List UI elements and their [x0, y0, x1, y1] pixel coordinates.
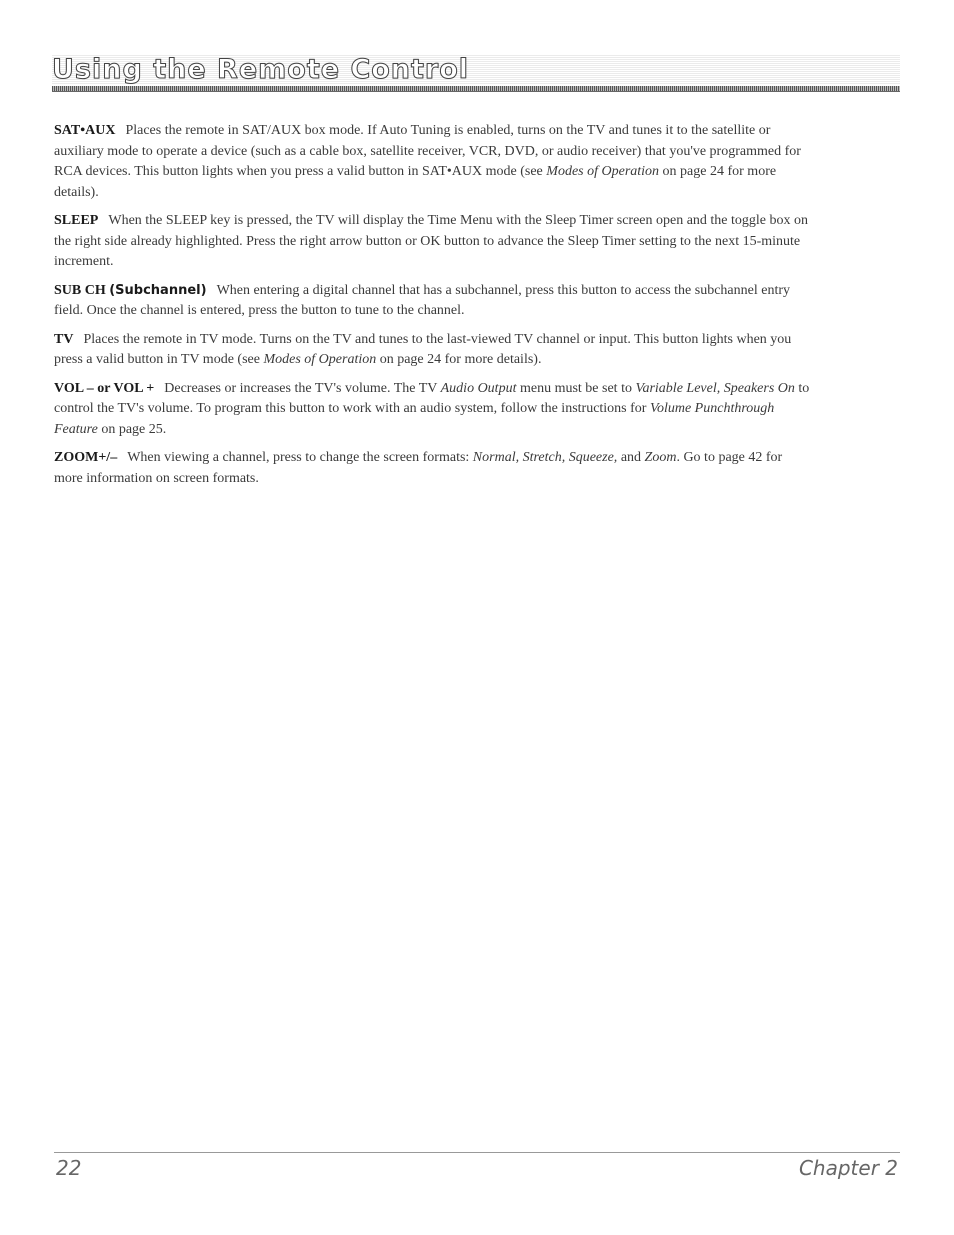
entry-emphasis: Normal, Stretch, Squeeze, [472, 450, 618, 465]
entry-tv [54, 330, 810, 371]
entry-term: SLEEP [54, 213, 99, 228]
entry-text: to control the TV's volume. To program this button to work with an audio system, follow the instructions for [54, 380, 810, 416]
entry-term-sub: (Subchannel) [109, 282, 207, 298]
entry-emphasis: Variable Level, Speakers On [635, 380, 795, 396]
entry-term: TV [54, 331, 74, 347]
entry-term-main: SUB CH [54, 282, 110, 298]
content [54, 121, 810, 497]
entry-sub-ch [54, 281, 810, 322]
header-rule [52, 86, 900, 92]
entry-emphasis: Zoom [644, 450, 677, 465]
page-number: 22 [56, 1156, 82, 1180]
entry-sat-aux [54, 121, 810, 203]
entry-text: When the SLEEP key is pressed, the TV will display the Time Menu with the Sleep Timer screen open and the toggle box on the right side already highlighted. Press the right arrow button or OK button to advance the Sleep Timer setting to the next 15-minute increment. [54, 213, 809, 269]
entry-term: SAT•AUX [54, 123, 116, 138]
entry-emphasis: Volume Punchthrough Feature [54, 401, 775, 437]
chapter-label: Chapter 2 [798, 1156, 898, 1180]
entry-text: Places the remote in SAT/AUX box mode. If Auto Tuning is enabled, turns on the TV and tunes it to the satellite or auxiliary mode to operate a device (such as a cable box, satellite receiver, VCR, DVD, or audio receiver) that you've programmed for RCA devices. This button lights when you press a valid button in SAT•AUX mode (see [54, 123, 801, 179]
entry-emphasis: Modes of Operation [546, 164, 660, 179]
entry-text: on page 25. [97, 421, 167, 437]
page-header [52, 55, 900, 92]
entry-text: on page 24 for more details). [376, 352, 542, 367]
entry-text: Places the remote in TV mode. Turns on the TV and tunes to the last-viewed TV channel or input. This button lights when you press a valid button in TV mode (see [54, 331, 792, 367]
page-title: Using the Remote Control [52, 55, 900, 85]
entry-emphasis: Audio Output [440, 380, 517, 396]
entry-vol [54, 379, 810, 441]
entry-text: and [617, 450, 645, 465]
entry-term [54, 283, 207, 298]
entry-term: ZOOM+/– [54, 450, 118, 465]
entry-text: When viewing a channel, press to change the screen formats: [127, 450, 473, 465]
entry-text: on page 24 for more details). [54, 164, 777, 200]
entry-text: . Go to page 42 for more information on screen formats. [54, 450, 783, 486]
entry-text: Decreases or increases the TV's volume. The TV [164, 380, 441, 396]
entry-sleep [54, 211, 810, 273]
entry-term: VOL – or VOL + [54, 380, 155, 396]
entry-text: When entering a digital channel that has a subchannel, press this button to access the subchannel entry field. Once the channel is entered, press the button to tune to the channel. [54, 282, 790, 318]
entry-text: menu must be set to [516, 380, 636, 396]
entry-zoom [54, 448, 810, 489]
footer-rule [54, 1152, 900, 1153]
entry-emphasis: Modes of Operation [263, 352, 377, 367]
